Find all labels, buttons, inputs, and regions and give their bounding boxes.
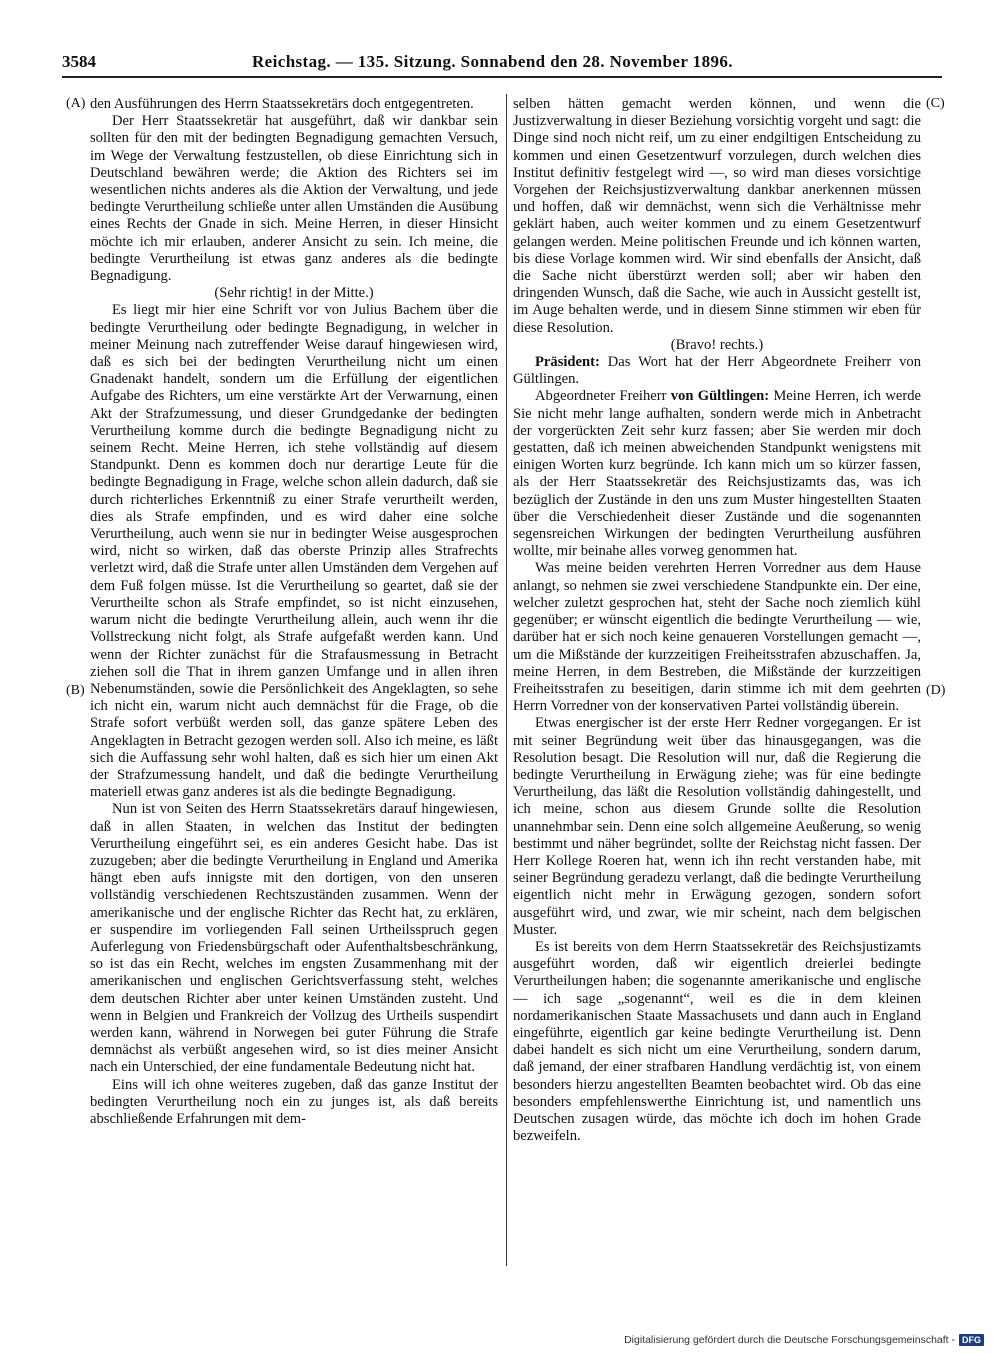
margin-letter-b: (B) bbox=[66, 683, 85, 698]
interjection: (Bravo! rechts.) bbox=[670, 336, 764, 353]
speaker-text: Meine Herren, ich werde Sie nicht mehr lange aufhalten, sondern werde mich in Anbetracht der vorgerückten Zeit sehr kurz fassen; aber Sie werden mir doch gestatten, daß ich meinen abweichenden Standpunkt wenigstens mit einigen Worten kurz begründe. Ich kann mich um so kürzer fassen, als der Herr Staatssekretär des Reichsjustizamts das, was ich bezüglich der Zustände in den uns zum Muster hingestellten Staaten über die Verschiedenheit dieser Zustände und die sogenannten segensreichen Wirkungen der bedingten Verurtheilung ausführen wollte, mir beinahe alles vorweg genommen hat. bbox=[513, 388, 921, 560]
left-column bbox=[90, 96, 498, 1276]
footer bbox=[624, 1332, 984, 1348]
speaker-text: Das Wort hat der Herr Abgeordnete Freiherr von Gültlingen. bbox=[513, 354, 921, 388]
paragraph: Was meine beiden verehrten Herren Vorredner aus dem Hause anlangt, so nehmen sie zwei verschiedene Standpunkte ein. Der eine, welcher zuletzt gesprochen hat, steht der Sache noch ziemlich kühl gegenüber; er wünscht eigentlich die bedingte Verurtheilung — wie, darüber hat er sich noch keine genaueren Vorstellungen gemacht —, um die Mißstände der kurzzeitigen Freiheitsstrafen abzuschaffen. Ja, meine Herren, in dem Bestreben, die Mißstände der kurzzeitigen Freiheitsstrafen zu beseitigen, darin stimme ich mit dem geehrten Herrn Vorredner von der konservativen Partei vollständig überein. bbox=[513, 560, 921, 715]
speaker-paragraph bbox=[513, 354, 921, 388]
speaker-paragraph bbox=[513, 388, 921, 560]
interjection: (Sehr richtig! in der Mitte.) bbox=[214, 285, 374, 302]
column-divider bbox=[506, 94, 507, 1266]
paragraph: den Ausführungen des Herrn Staatssekretärs doch entgegentreten. bbox=[90, 96, 474, 112]
margin-letter-a: (A) bbox=[66, 96, 86, 111]
dfg-logo-icon: DFG bbox=[959, 1334, 984, 1346]
speaker-name: Präsident: bbox=[535, 354, 600, 371]
speaker-name: von Gültlingen: bbox=[670, 388, 770, 405]
right-column bbox=[513, 96, 921, 1276]
paragraph: Es ist bereits von dem Herrn Staatssekretär des Reichsjustizamts ausgeführt worden, daß wir eigentlich dreierlei bedingte Verurtheilungen haben; die sogenannte amerikanische und englische — ich sage „sogenannt“, weil es die in dem kleinen nordamerikanischen Staate Massachusets und dann auch in England eingeführte, eigentlich gar keine bedingte Verurtheilung ist. Denn dabei handelt es sich nicht um eine Verurtheilung, sondern darum, daß jemand, der einer strafbaren Handlung verdächtig ist, von einem besonders hierzu angestellten Beamten beobachtet wird. Ob das eine besonders empfehlenswerthe Einrichtung ist, und namentlich uns Deutschen zusagen würde, das möchte ich doch im hohen Grade bezweifeln. bbox=[513, 938, 921, 1145]
page-number: 3584 bbox=[62, 52, 96, 71]
footer-credit: Digitalisierung gefördert durch die Deutsche Forschungsgemeinschaft - bbox=[624, 1334, 955, 1346]
paragraph: Es liegt mir hier eine Schrift vor von Julius Bachem über die bedingte Verurtheilung oder bedingte Begnadigung, in welcher in meiner Meinung nach zutreffender Weise darauf hingewiesen wird, daß es sich bei der bedingten Verurtheilung nicht um einen Gnadenakt handelt, sondern um die Erfüllung der eigentlichen Aufgabe des Richters, um eine verstärkte Art der Verwarnung, einen Akt der Strafzumessung, und dieser Grundgedanke der bedingten Verurtheilung komme durch die bedingte Begnadigung nicht zu seinem Recht. Meine Herren, ich stehe vollständig auf diesem Standpunkt. Denn es kommen doch nur derartige Leute für die bedingte Begnadigung in Frage, welche schon allein dadurch, daß sie durch richterliches Erkenntniß zu einer Strafe verurtheilt werden, dies als Strafe empfinden, und es wird daher eine solche Verurtheilung, auch wenn sie nur in bedingter Weise ausgesprochen wird, nicht so wirken, daß das oberste Prinzip alles Strafrechts verletzt wird, daß die Strafe unter allen Umständen dem Vergehen auf dem Fuß folgen müsse. Ist die Verurtheilung so geartet, daß sie der Verurtheilte schon als Strafe empfindet, so ist nicht einzusehen, warum nicht die bedingte Verurtheilung allein, auch wenn ihr die Vollstreckung nicht folgt, als Strafe aufgefaßt werden kann. Und wenn der Richter zunächst für die Strafausmessung in Betracht ziehen soll die That in ihrem ganzen Umfange und in allen ihren Nebenumständen, sowie die Persönlichkeit des Angeklagten, so sehe ich nicht ein, warum nicht auch demnächst für die Frage, ob die Strafe sofort verbüßt werden soll, das ganze spätere Leben des Angeklagten in Betracht gezogen werden soll. Also ich meine, es läßt sich die Auffassung sehr wohl halten, daß es sich hier um einen Akt der Strafzumessung handelt, und daß die bedingte Verurtheilung materiell etwas ganz anderes ist als die bedingte Begnadigung. bbox=[90, 302, 498, 801]
paragraph: Eins will ich ohne weiteres zugeben, daß das ganze Institut der bedingten Verurtheilung noch ein zu junges ist, als daß bereits abschließende Erfahrungen mit dem- bbox=[90, 1076, 498, 1127]
page-header bbox=[62, 52, 942, 76]
margin-letter-c: (C) bbox=[926, 96, 945, 111]
speaker-lead: Abgeordneter Freiherr bbox=[535, 388, 671, 405]
paragraph: Etwas energischer ist der erste Herr Redner vorgegangen. Er ist mit seiner Begründung weit über das hinausgegangen, was die Resolution besagt. Die Resolution will nur, daß die Regierung die bedingte Verurtheilung in Erwägung ziehe; was für eine bedingte Verurtheilung, das läßt die Resolution vollständig dahingestellt, und ich meine, schon aus diesem Grunde sollte die Resolution unannehmbar sein. Denn eine solch allgemeine Aeußerung, so wenig bestimmt und näher begründet, sollte der Reichstag nicht fassen. Der Herr Kollege Roeren hat, wenn ich ihn recht verstanden habe, mit seiner Begründung geradezu verlangt, daß die bedingte Verurtheilung eigentlich nicht mehr in Erwägung gezogen, sondern sofort ausgeführt wird, und zwar, wie mir scheint, nach dem belgischen Muster. bbox=[513, 715, 921, 938]
paragraph: Der Herr Staatssekretär hat ausgeführt, daß wir dankbar sein sollten für den mit der bedingten Begnadigung gemachten Versuch, im Wege der Verwaltung festzustellen, ob diese Einrichtung sich in Deutschland bewähren werde; die Aktion des Richters sei im wesentlichen nichts anderes als die Aktion der Verwaltung, und jede bedingte Verurtheilung schließe unter allen Umständen die Ausübung eines Rechts der Gnade in sich. Meine Herren, in dieser Hinsicht möchte ich mir erlauben, anderer Ansicht zu sein. Ich meine, die bedingte Verurtheilung ist etwas ganz anderes als die bedingte Begnadigung. bbox=[90, 113, 498, 285]
header-rule bbox=[62, 76, 942, 78]
running-head: Reichstag. — 135. Sitzung. Sonnabend den 28. November 1896. bbox=[252, 52, 733, 71]
paragraph: Nun ist von Seiten des Herrn Staatssekretärs darauf hingewiesen, daß in allen Staaten, in welchen das Institut der bedingten Verurtheilung eingeführt sei, es ein anderes Gesicht habe. Das ist zuzugeben; aber die bedingte Verurtheilung in England und Amerika hängt eben aufs innigste mit den dortigen, von den unseren vollständig verschiedenen Rechtszuständen zusammen. Wenn der amerikanische und der englische Richter das Recht hat, zu erklären, er suspendire im vorliegenden Fall seinen Urtheilsspruch gegen Auferlegung von Friedensbürgschaft oder Aufenthaltsbeschränkung, so ist das ein Recht, welches im engsten Zusammenhang mit der amerikanischen und englischen Gerichtsverfassung steht, welches dem deutschen Richter aber unter keinen Umständen zusteht. Und wenn in Belgien und Frankreich der Vollzug des Urtheils suspendirt werden kann, während in Norwegen bei guter Führung die Strafe demnächst als verbüßt angesehen wird, so ist dies meiner Ansicht nach ein Unterschied, der eine fundamentale Bedeutung nicht hat. bbox=[90, 801, 498, 1076]
paragraph: selben hätten gemacht werden können, und wenn die Justizverwaltung in dieser Beziehung vorsichtig vorgeht und sagt: die Dinge sind noch nicht reif, um zu einer endgiltigen Entscheidung zu kommen und einen Gesetzentwurf vorzulegen, durch welchen dies Institut definitiv festgelegt wird —, so wird man dieses vorsichtige Vorgehen der Reichsjustizverwaltung dankbar anerkennen müssen und hoffen, daß wir demnächst, wenn sich die Verhältnisse mehr geklärt haben, auch weiter kommen und zu einem Gesetzentwurf gelangen werden. Meine politischen Freunde und ich können warten, bis diese Vorlage kommen wird. Wir sind ebenfalls der Ansicht, daß die Sache nicht überstürzt werden soll; aber wir haben den dringenden Wunsch, daß die Sache, wie auch in Aussicht gestellt ist, im Auge behalten werde, und in diesem Sinne stimmen wir eben für diese Resolution. bbox=[513, 96, 921, 336]
margin-letter-d: (D) bbox=[926, 683, 946, 698]
